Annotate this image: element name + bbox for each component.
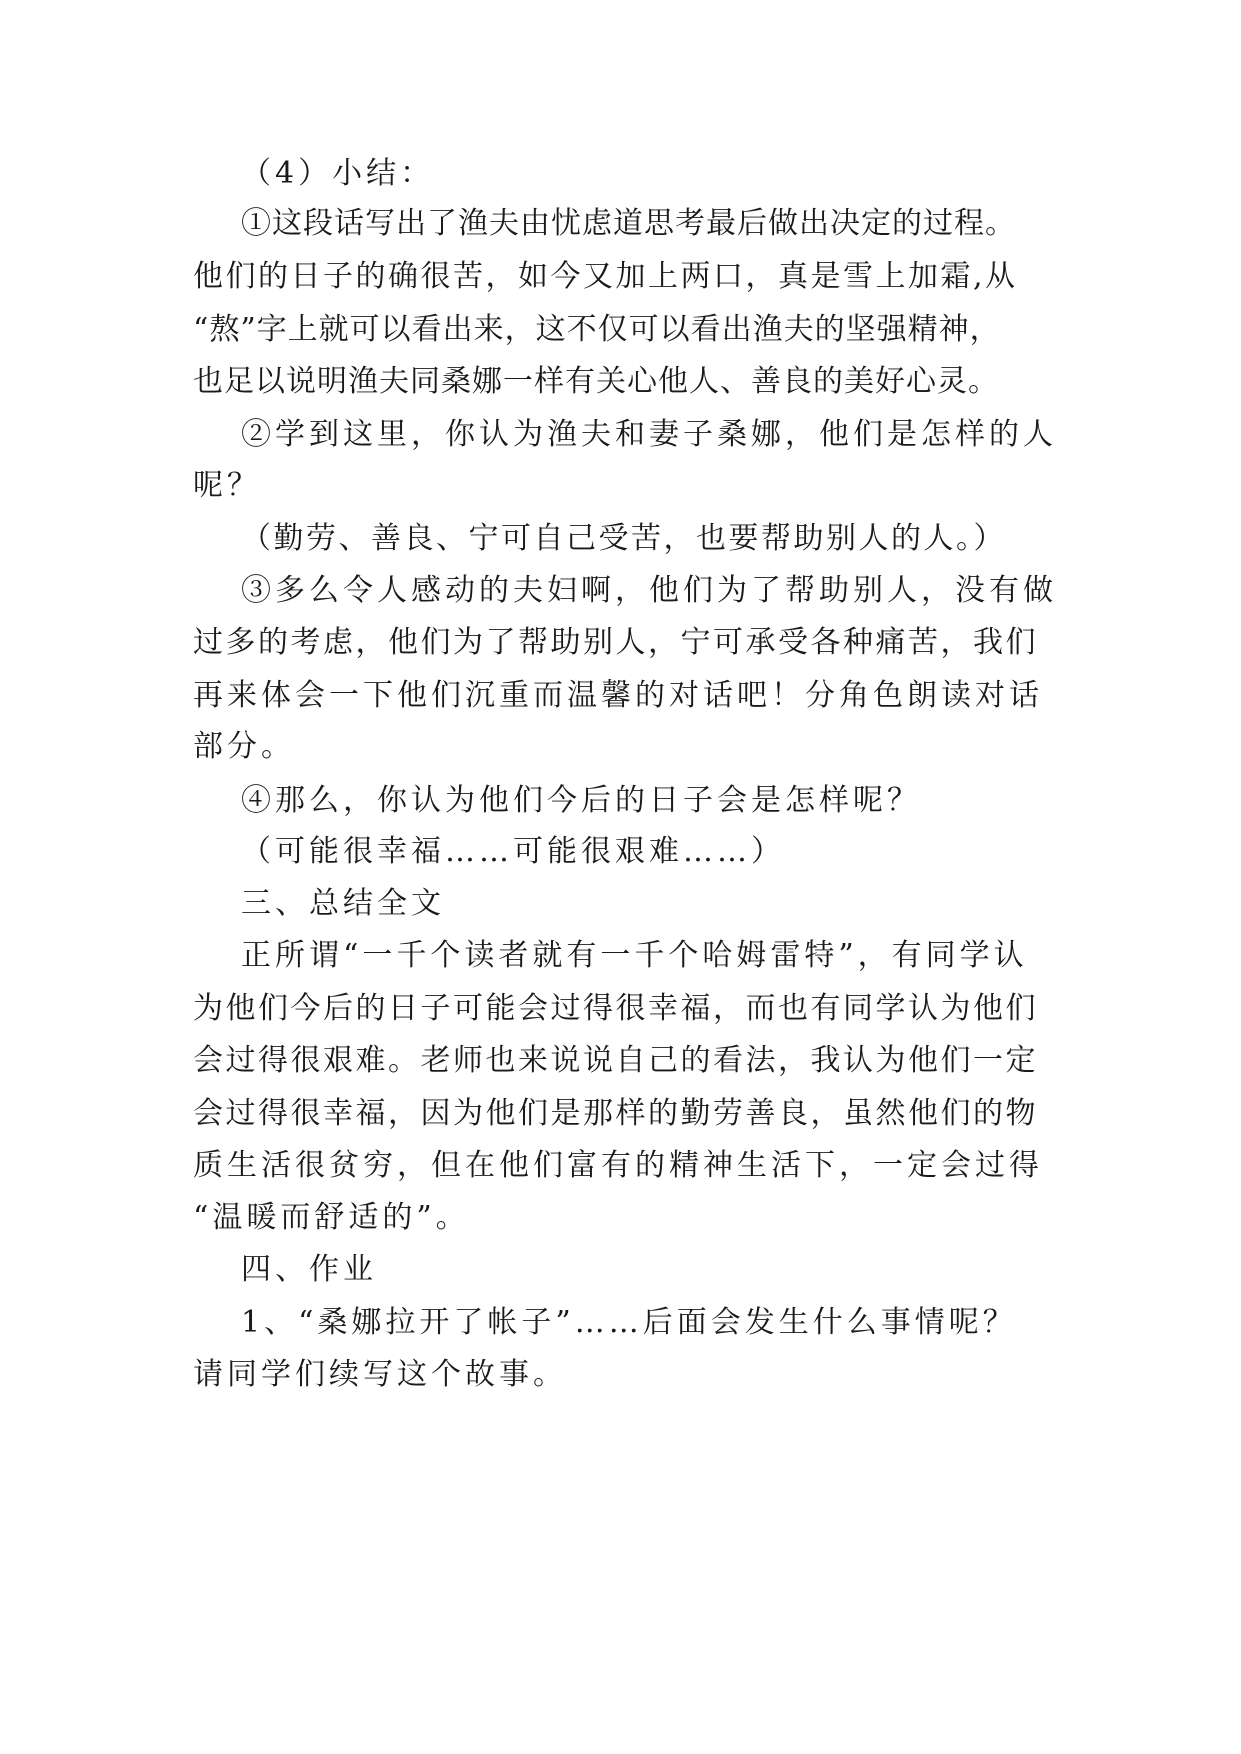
answer-line: （可能很幸福……可能很艰难……） <box>241 834 785 869</box>
paragraph-line: 正所谓“一千个读者就有一千个哈姆雷特”，有同学认 <box>241 938 1028 973</box>
paragraph-line: ①这段话写出了渔夫由忧虑道思考最后做出决定的过程。 <box>241 206 1016 241</box>
paragraph-line: ②学到这里，你认为渔夫和妻子桑娜，他们是怎样的人 <box>241 417 1057 452</box>
paragraph-line: 部分。 <box>193 729 295 764</box>
paragraph-line: 为他们今后的日子可能会过得很幸福，而也有同学认为他们 <box>193 991 1038 1026</box>
paragraph-line: “温暖而舒适的”。 <box>193 1200 470 1235</box>
section-heading-summary: （4）小结： <box>241 156 435 191</box>
paragraph-line: 会过得很艰难。老师也来说说自己的看法，我认为他们一定 <box>193 1043 1038 1078</box>
section-heading-conclusion: 三、总结全文 <box>241 886 445 921</box>
paragraph-line: 会过得很幸福，因为他们是那样的勤劳善良，虽然他们的物 <box>193 1096 1038 1131</box>
answer-line: （勤劳、善良、宁可自己受苦，也要帮助别人的人。） <box>241 521 1006 556</box>
paragraph-line: 质生活很贫穷，但在他们富有的精神生活下，一定会过得 <box>193 1148 1043 1183</box>
paragraph-line: 1、“桑娜拉开了帐子”……后面会发生什么事情呢？ <box>241 1305 1017 1340</box>
paragraph-line: 也足以说明渔夫同桑娜一样有关心他人、善良的美好心灵。 <box>193 364 999 399</box>
section-heading-homework: 四、作业 <box>241 1252 377 1287</box>
paragraph-line: 再来体会一下他们沉重而温馨的对话吧！分角色朗读对话 <box>193 678 1043 713</box>
paragraph-line: 请同学们续写这个故事。 <box>193 1357 567 1392</box>
paragraph-line: 他们的日子的确很苦，如今又加上两口，真是雪上加霜,从 <box>193 259 1018 294</box>
paragraph-line: 过多的考虑，他们为了帮助别人，宁可承受各种痛苦，我们 <box>193 625 1038 660</box>
paragraph-line: “熬”字上就可以看出来，这不仅可以看出渔夫的坚强精神， <box>193 312 1001 347</box>
paragraph-line: ④那么，你认为他们今后的日子会是怎样呢？ <box>241 783 921 818</box>
paragraph-line: 呢？ <box>193 468 261 503</box>
paragraph-line: ③多么令人感动的夫妇啊，他们为了帮助别人，没有做 <box>241 573 1057 608</box>
